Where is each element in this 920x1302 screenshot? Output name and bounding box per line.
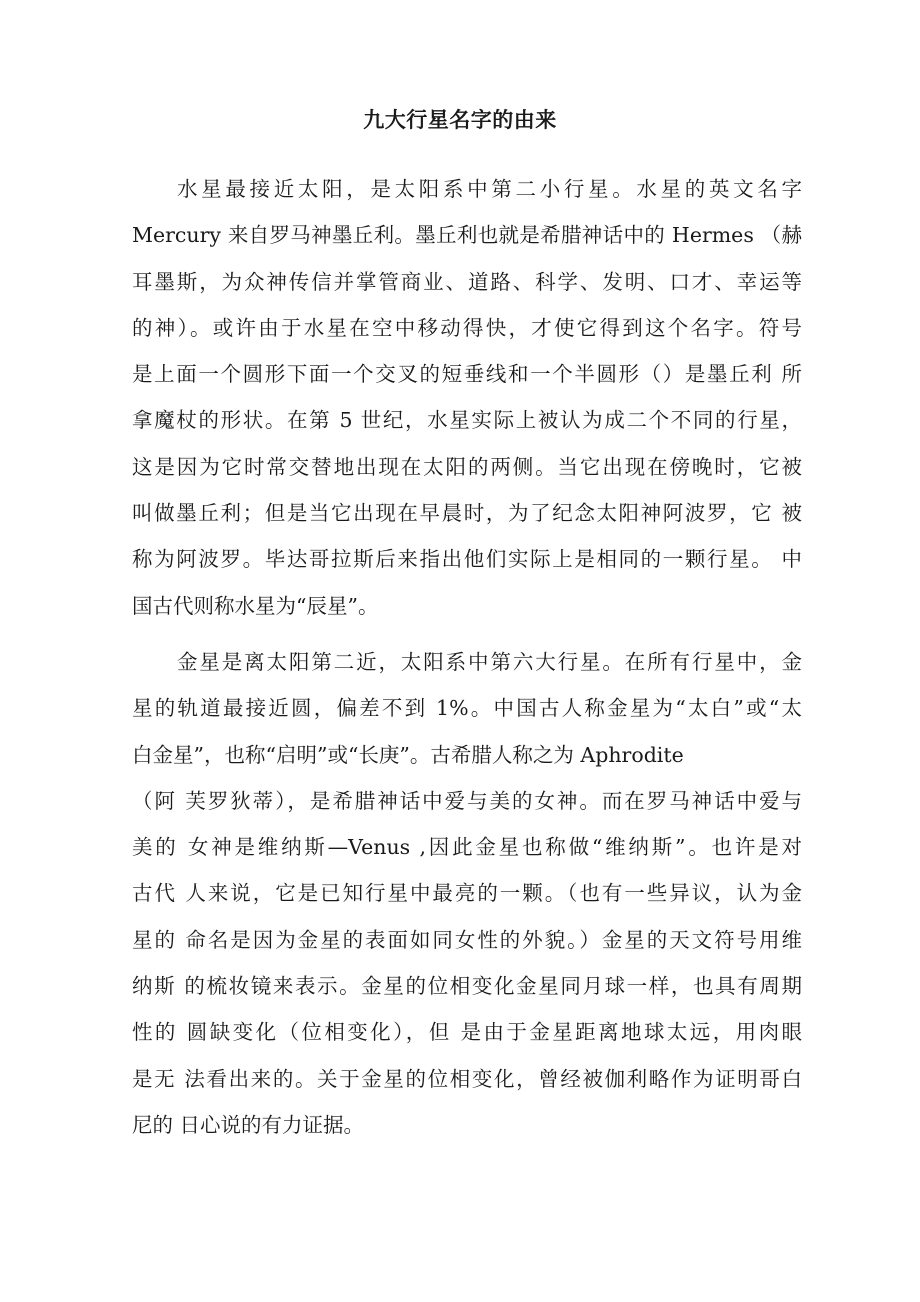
text-line: 白金星”，也称“启明”或“长庚”。古希腊人称之为 Aphrodite [132, 742, 684, 767]
text-line: 水星最接近太阳，是太阳系中第二小行星。水星的英文名字 [177, 177, 802, 201]
text-line: 的神）。或许由于水星在空中移动得快，才使它得到这个名字。符号 [132, 315, 802, 340]
text-line: 性的 圆缺变化（位相变化），但 是由于金星距离地球太远，用肉眼 [132, 1020, 802, 1045]
paragraph-mercury [132, 166, 802, 629]
document-body [132, 166, 802, 1158]
text-line: 叫做墨丘利；但是当它出现在早晨时，为了纪念太阳神阿波罗，它 被 [132, 501, 802, 526]
document-title: 九大行星名字的由来 [363, 108, 557, 132]
text-line: Mercury 来自罗马神墨丘利。墨丘利也就是希腊神话中的 Hermes （赫 [132, 223, 802, 248]
text-line: 是无 法看出来的。关于金星的位相变化，曾经被伽利略作为证明哥白 [132, 1066, 802, 1091]
text-line: 金星是离太阳第二近，太阳系中第六大行星。在所有行星中，金 [177, 649, 802, 674]
text-line: 纳斯 的梳妆镜来表示。金星的位相变化金星同月球一样，也具有周期 [132, 974, 802, 999]
text-line: 是上面一个圆形下面一个交叉的短垂线和一个半圆形（）是墨丘利 所 [132, 362, 802, 387]
text-line: 国古代则称水星为“辰星”。 [132, 593, 379, 618]
text-line: 星的轨道最接近圆，偏差不到 1%。中国古人称金星为“太白”或“太 [132, 696, 802, 721]
text-line: 称为阿波罗。毕达哥拉斯后来指出他们实际上是相同的一颗行星。 中 [132, 547, 802, 572]
text-line: 星的 命名是因为金星的表面如同女性的外貌。）金星的天文符号用维 [132, 927, 802, 952]
text-line: 美的 女神是维纳斯—Venus ,因此金星也称做“维纳斯”。也许是对 [132, 835, 802, 860]
paragraph-venus [132, 639, 802, 1148]
text-line: 古代 人来说，它是已知行星中最亮的一颗。（也有一些异议，认为金 [132, 881, 802, 906]
text-line: （阿 芙罗狄蒂），是希腊神话中爱与美的女神。而在罗马神话中爱与 [132, 788, 802, 813]
text-line: 尼的 日心说的有力证据。 [132, 1112, 365, 1137]
text-line: 这是因为它时常交替地出现在太阳的两侧。当它出现在傍晚时，它被 [132, 454, 802, 479]
text-line: 拿魔杖的形状。在第 5 世纪，水星实际上被认为成二个不同的行星， [132, 408, 802, 433]
text-line: 耳墨斯，为众神传信并掌管商业、道路、科学、发明、口才、幸运等 [132, 269, 802, 294]
